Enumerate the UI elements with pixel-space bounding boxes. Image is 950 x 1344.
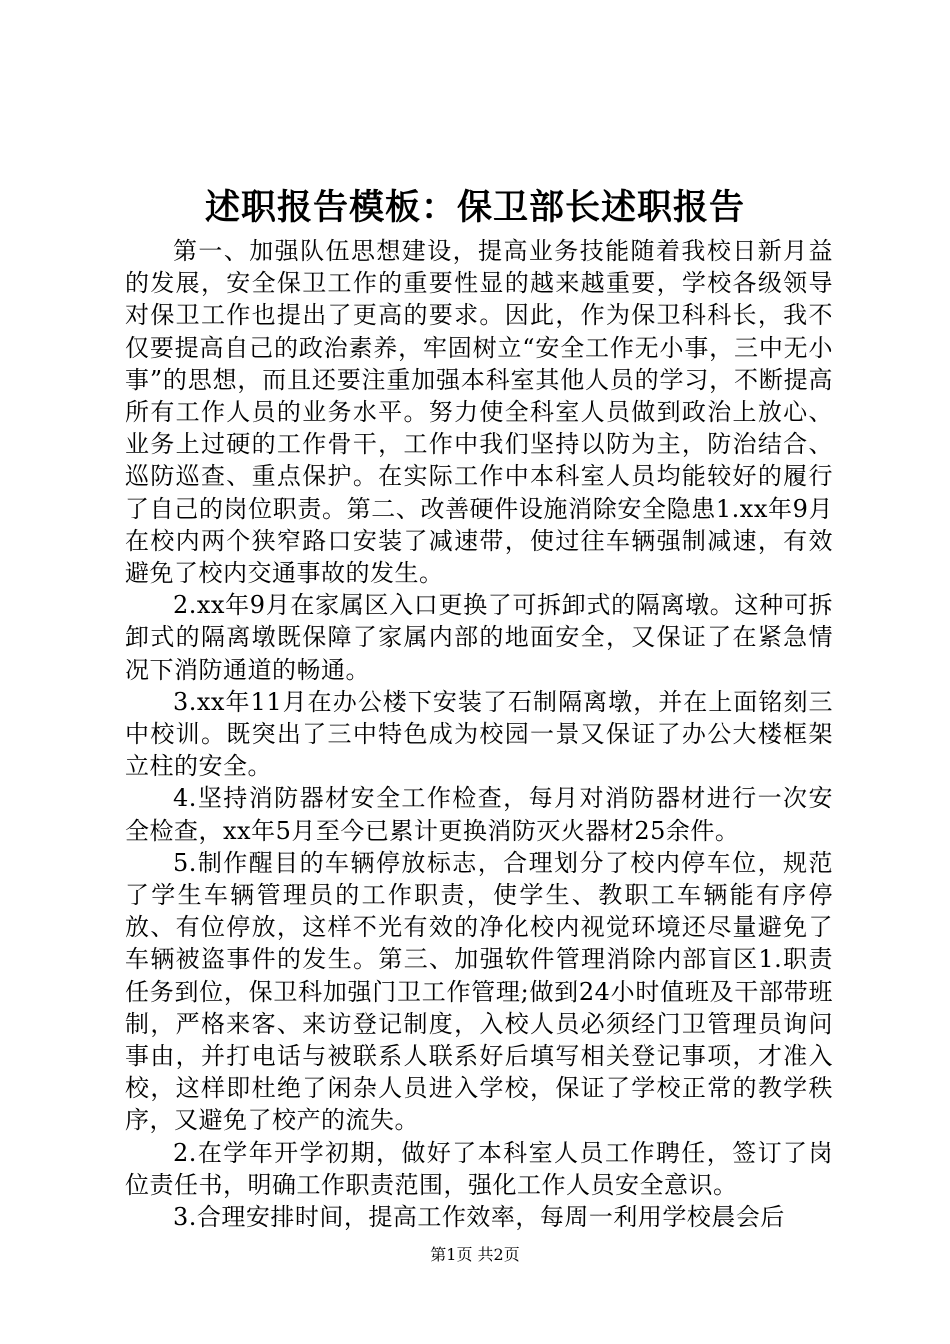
page-footer: 第1页 共2页 [430, 1245, 520, 1264]
paragraph: 4.坚持消防器材安全工作检查，每月对消防器材进行一次安全检查，xx年5月至今已累计更换消防灭火器材25余件。 [125, 784, 833, 845]
paragraph: 5.制作醒目的车辆停放标志，合理划分了校内停车位，规范了学生车辆管理员的工作职责，使学生、教职工车辆能有序停放、有位停放，这样不光有效的净化校内视觉环境还尽量避免了车辆被盗事件的发生。第三、加强软件管理消除内部盲区1.职责任务到位，保卫科加强门卫工作管理;做到24小时值班及干部带班制，严格来客、来访登记制度，入校人员必须经门卫管理员询问事由，并打电话与被联系人联系好后填写相关登记事项，才准入校，这样即杜绝了闲杂人员进入学校，保证了学校正常的教学秩序，又避免了校产的流失。 [125, 848, 833, 1135]
paragraph: 3.合理安排时间，提高工作效率，每周一利用学校晨会后 [173, 1203, 785, 1232]
paragraph: 第一、加强队伍思想建设，提高业务技能随着我校日新月益的发展，安全保卫工作的重要性显的越来越重要，学校各级领导对保卫工作也提出了更高的要求。因此，作为保卫科科长，我不仅要提高自己的政治素养，牢固树立“安全工作无小事，三中无小事”的思想，而且还要注重加强本科室其他人员的学习，不断提高所有工作人员的业务水平。努力使全科室人员做到政治上放心、业务上过硬的工作骨干，工作中我们坚持以防为主，防治结合、巡防巡查、重点保护。在实际工作中本科室人员均能较好的履行了自己的岗位职责。第二、改善硬件设施消除安全隐患1.xx年9月在校内两个狭窄路口安装了减速带，使过往车辆强制减速，有效避免了校内交通事故的发生。 [125, 237, 833, 588]
paragraph: 2.在学年开学初期，做好了本科室人员工作聘任，签订了岗位责任书，明确工作职责范围，强化工作人员安全意识。 [125, 1138, 833, 1199]
paragraph: 3.xx年11月在办公楼下安装了石制隔离墩，并在上面铭刻三中校训。既突出了三中特色成为校园一景又保证了办公大楼框架立柱的安全。 [125, 687, 833, 781]
document-title: 述职报告模板：保卫部长述职报告 [204, 188, 745, 228]
paragraph: 2.xx年9月在家属区入口更换了可拆卸式的隔离墩。这种可拆卸式的隔离墩既保障了家属内部的地面安全，又保证了在紧急情况下消防通道的畅通。 [125, 591, 833, 684]
document-body [125, 235, 833, 1233]
